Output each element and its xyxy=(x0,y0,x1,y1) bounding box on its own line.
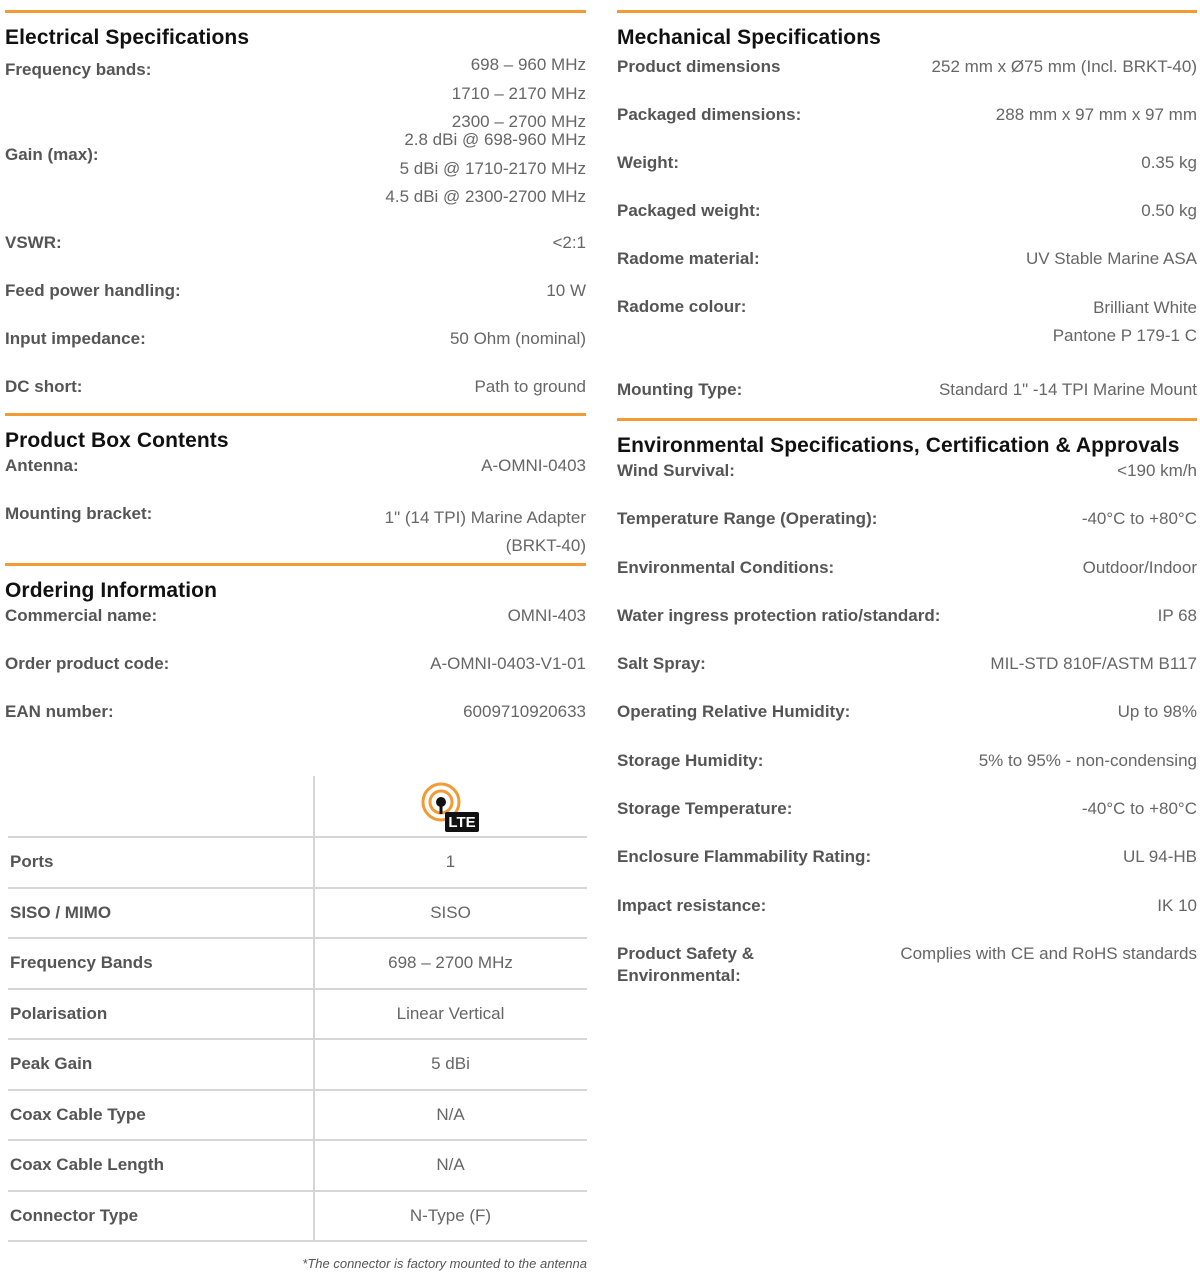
spec-label: Product Safety & Environmental: xyxy=(617,943,754,985)
spec-row-salt-spray xyxy=(617,653,1197,701)
spec-value: 10 W xyxy=(546,281,586,300)
spec-value: A-OMNI-0403 xyxy=(481,456,586,475)
spec-value: 4.5 dBi @ 2300-2700 MHz xyxy=(385,187,586,206)
spec-label: Feed power handling: xyxy=(5,281,181,300)
table-row-label: Frequency Bands xyxy=(10,953,153,973)
spec-label: Frequency bands: xyxy=(5,60,152,79)
lte-badge-text: LTE xyxy=(448,814,476,831)
spec-row-input-impedance xyxy=(5,328,586,376)
spec-label: Mounting bracket: xyxy=(5,504,153,523)
spec-row-water-ingress xyxy=(617,605,1197,653)
spec-label: Packaged weight: xyxy=(617,201,761,220)
spec-label: Storage Humidity: xyxy=(617,750,764,770)
spec-label: Commercial name: xyxy=(5,606,158,625)
spec-label: Storage Temperature: xyxy=(617,799,793,819)
spec-row-feed-power xyxy=(5,280,586,328)
table-row-value: 698 – 2700 MHz xyxy=(388,953,513,973)
table-divider xyxy=(313,776,315,1242)
spec-row-dc-short xyxy=(5,376,586,413)
spec-value: OMNI-403 xyxy=(507,606,586,625)
spec-label: Packaged dimensions: xyxy=(617,105,802,124)
spec-row-radome-material xyxy=(617,248,1197,296)
table-row-label: SISO / MIMO xyxy=(10,902,112,922)
spec-value: 2.8 dBi @ 698-960 MHz xyxy=(404,130,586,149)
mechanical-title: Mechanical Specifications xyxy=(617,26,881,49)
spec-value: IP 68 xyxy=(1157,605,1197,625)
table-row-label: Coax Cable Length xyxy=(10,1155,164,1175)
box-contents-title: Product Box Contents xyxy=(5,429,229,452)
spec-value: UV Stable Marine ASA xyxy=(1025,249,1197,268)
spec-value: 2300 – 2700 MHz xyxy=(451,112,586,131)
table-row xyxy=(8,889,587,940)
spec-label: EAN number: xyxy=(5,702,114,721)
spec-row-antenna xyxy=(5,455,586,503)
spec-row-product-safety xyxy=(617,943,1197,991)
spec-value: 1710 – 2170 MHz xyxy=(451,83,586,103)
spec-value: 5% to 95% - non-condensing xyxy=(978,750,1197,770)
spec-value: 50 Ohm (nominal) xyxy=(449,329,586,348)
table-row-value: 1 xyxy=(445,852,456,872)
table-row-label: Ports xyxy=(10,852,54,872)
spec-label: Water ingress protection ratio/standard: xyxy=(617,605,941,625)
spec-row-impact-resistance xyxy=(617,895,1197,943)
spec-label: Input impedance: xyxy=(5,329,146,348)
table-row xyxy=(8,1040,587,1091)
spec-label: Environmental Conditions: xyxy=(617,557,835,577)
table-row-value: 5 dBi xyxy=(431,1054,470,1074)
spec-value: 252 mm x Ø75 mm (Incl. BRKT-40) xyxy=(931,57,1197,76)
table-row xyxy=(8,939,587,990)
spec-row-packaged-weight xyxy=(617,200,1197,248)
spec-value: 0.50 kg xyxy=(1141,201,1197,220)
spec-value: Path to ground xyxy=(474,377,586,396)
spec-row-operating-humidity xyxy=(617,701,1197,749)
table-header xyxy=(8,776,587,838)
spec-label: Order product code: xyxy=(5,654,170,673)
spec-value: 288 mm x 97 mm x 97 mm xyxy=(995,105,1197,124)
spec-label: Weight: xyxy=(617,153,680,172)
spec-value: 698 – 960 MHz xyxy=(470,55,586,74)
spec-value: <2:1 xyxy=(552,233,586,252)
spec-value: 0.35 kg xyxy=(1141,153,1197,172)
table-row xyxy=(8,1192,587,1243)
spec-value: Up to 98% xyxy=(1117,702,1197,722)
table-row-value: N/A xyxy=(436,1155,465,1175)
spec-row-packaged-dimensions xyxy=(617,104,1197,152)
spec-row-flammability xyxy=(617,846,1197,894)
table-row xyxy=(8,1091,587,1142)
lte-antenna-icon xyxy=(421,780,483,834)
table-row-value: N/A xyxy=(436,1104,465,1124)
spec-label: Gain (max): xyxy=(5,145,99,164)
table-row xyxy=(8,838,587,889)
spec-value: Pantone P 179-1 C xyxy=(1052,326,1197,345)
spec-value: <190 km/h xyxy=(1117,461,1197,480)
spec-label: Product dimensions xyxy=(617,57,781,76)
spec-value: Brilliant White xyxy=(1093,298,1197,317)
table-row-value: N-Type (F) xyxy=(409,1205,492,1225)
left-column xyxy=(5,0,586,741)
spec-value: MIL-STD 810F/ASTM B117 xyxy=(990,654,1197,674)
spec-row-weight xyxy=(617,152,1197,200)
spec-row-wind-survival xyxy=(617,460,1197,508)
spec-value: (BRKT-40) xyxy=(505,536,586,555)
spec-row-temperature-operating xyxy=(617,508,1197,556)
spec-row-gain xyxy=(5,130,586,232)
spec-label: Wind Survival: xyxy=(617,461,735,480)
table-row-label: Coax Cable Type xyxy=(10,1104,146,1124)
spec-label: Enclosure Flammability Rating: xyxy=(617,847,872,867)
spec-label: Temperature Range (Operating): xyxy=(617,509,878,529)
spec-value: 5 dBi @ 1710-2170 MHz xyxy=(399,158,586,178)
ordering-title: Ordering Information xyxy=(5,579,217,602)
spec-row-order-code xyxy=(5,653,586,701)
environmental-title: Environmental Specifications, Certification & Approvals xyxy=(617,434,1180,457)
table-row-label: Polarisation xyxy=(10,1003,108,1023)
table-row-label: Connector Type xyxy=(10,1205,139,1225)
spec-row-product-dimensions xyxy=(617,56,1197,104)
table-row xyxy=(8,990,587,1041)
spec-label: Impact resistance: xyxy=(617,895,767,915)
spec-value: UL 94-HB xyxy=(1122,847,1197,867)
spec-label: Operating Relative Humidity: xyxy=(617,702,851,722)
spec-row-storage-humidity xyxy=(617,750,1197,798)
footnote: *The connector is factory mounted to the antenna xyxy=(302,1256,587,1271)
spec-label: Radome material: xyxy=(617,249,760,268)
spec-label: Antenna: xyxy=(5,456,79,475)
spec-value: -40°C to +80°C xyxy=(1081,509,1197,529)
spec-row-vswr xyxy=(5,232,586,280)
spec-row-mounting-bracket xyxy=(5,503,586,563)
table-row-value: SISO xyxy=(430,902,471,922)
spec-label: Radome colour: xyxy=(617,297,747,316)
spec-label: Mounting Type: xyxy=(617,380,743,399)
table-row xyxy=(8,1141,587,1192)
spec-value: IK 10 xyxy=(1157,895,1197,915)
spec-label: Salt Spray: xyxy=(617,654,706,674)
spec-value: 1" (14 TPI) Marine Adapter xyxy=(384,508,586,527)
spec-value: A-OMNI-0403-V1-01 xyxy=(430,654,586,673)
spec-row-storage-temperature xyxy=(617,798,1197,846)
spec-label: VSWR: xyxy=(5,233,62,252)
lte-spec-table xyxy=(8,776,587,1242)
table-row-label: Peak Gain xyxy=(10,1054,93,1074)
spec-value: -40°C to +80°C xyxy=(1081,799,1197,819)
spec-label: DC short: xyxy=(5,377,83,396)
spec-value: Standard 1" -14 TPI Marine Mount xyxy=(938,380,1197,399)
spec-row-commercial-name xyxy=(5,605,586,653)
spec-value: Outdoor/Indoor xyxy=(1082,557,1197,577)
electrical-title: Electrical Specifications xyxy=(5,26,250,49)
right-column xyxy=(617,0,1197,991)
spec-row-mounting-type xyxy=(617,379,1197,418)
spec-row-ean xyxy=(5,701,586,741)
spec-row-radome-colour xyxy=(617,296,1197,379)
table-row-value: Linear Vertical xyxy=(396,1003,505,1023)
spec-row-environmental-conditions xyxy=(617,557,1197,605)
spec-value: Complies with CE and RoHS standards xyxy=(900,943,1197,963)
spec-value: 6009710920633 xyxy=(463,702,586,721)
